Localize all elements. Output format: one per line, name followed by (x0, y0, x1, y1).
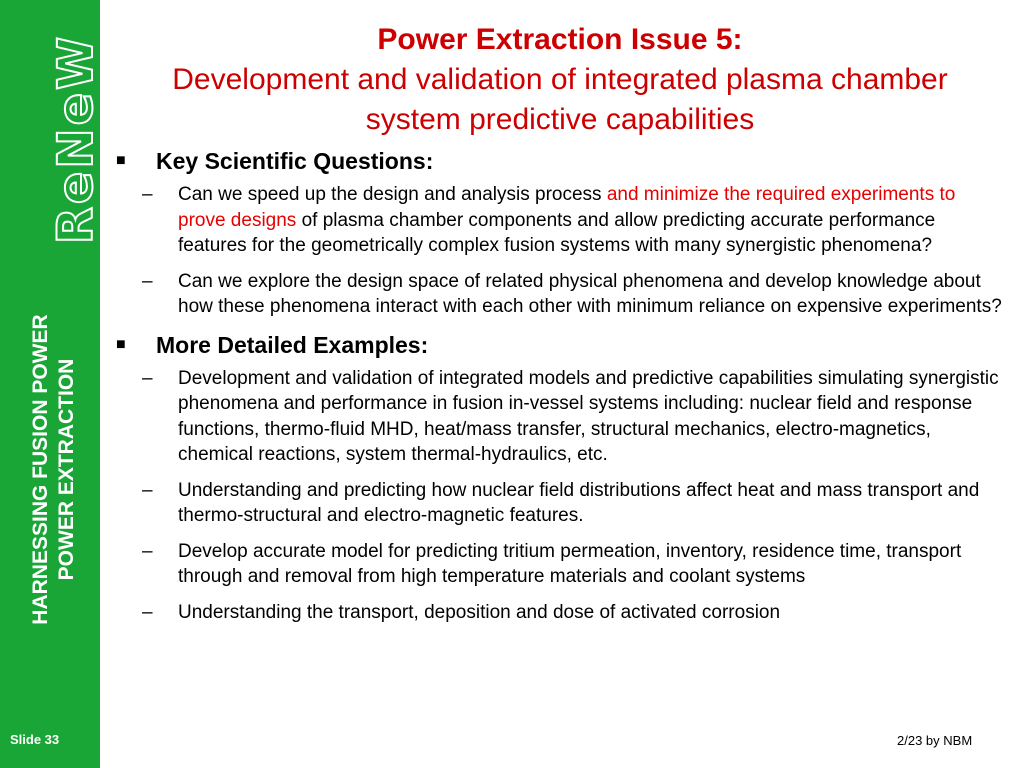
renew-logo (48, 14, 104, 264)
text-segment: of plasma chamber components and allow predicting accurate performance features for the geometrically complex fusion systems with many synergistic phenomena? (178, 209, 936, 256)
slide-title (160, 20, 960, 140)
sidebar-caption (28, 282, 80, 657)
dash-icon: – (142, 479, 153, 501)
bullet-key-questions (112, 146, 1002, 176)
sub-item-text: Can we explore the design space of related physical phenomena and develop knowledge about how these phenomena interact with each other with minimum reliance on expensive experiments? (178, 270, 1002, 317)
bullet-heading: More Detailed Examples: (156, 331, 429, 358)
dash-icon: – (142, 367, 153, 389)
title-line-1: Power Extraction Issue 5: (377, 23, 743, 56)
footer-credit: 2/23 by NBM (897, 733, 973, 748)
sub-item (112, 366, 1002, 468)
sub-item (112, 539, 1002, 590)
title-line-2: Development and validation of integrated plasma chamber system predictive capabilities (172, 63, 948, 136)
dash-icon: – (142, 601, 153, 623)
sidebar-line-1: HARNESSING FUSION POWER (29, 314, 52, 625)
bullet-detailed-examples (112, 330, 1002, 360)
dash-icon: – (142, 270, 153, 292)
sub-item (112, 478, 1002, 529)
sub-item-text: Understanding the transport, deposition and dose of activated corrosion (178, 601, 781, 623)
highlighted-text: and minimize the required experiments to prove designs (178, 184, 956, 231)
bullet-heading: Key Scientific Questions: (156, 148, 434, 174)
sub-item-text (178, 182, 1002, 259)
square-bullet-icon: ■ (116, 152, 126, 169)
sub-item (112, 269, 1002, 320)
dash-icon: – (142, 184, 153, 205)
dash-icon: – (142, 540, 153, 562)
sub-item (112, 182, 1002, 259)
text-segment: Can we speed up the design and analysis process (178, 184, 607, 205)
sidebar (0, 0, 104, 768)
sub-item-text: Develop accurate model for predicting tritium permeation, inventory, residence time, transport through and removal from high temperature materials and coolant systems (178, 540, 962, 587)
sub-item-text: Development and validation of integrated models and predictive capabilities simulating synergistic phenomena and performance in fusion in-vessel systems including: nuclear field and response functions, thermo-fluid MHD, heat/mass transfer, structural mechanics, electro-magnetics, chemical reactions, system thermal-hydraulics, etc. (178, 367, 999, 465)
logo-text: ReNeW (48, 33, 104, 245)
sub-item-text: Understanding and predicting how nuclear field distributions affect heat and mass transport and thermo-structural and electro-magnetic features. (178, 479, 980, 526)
sub-item (112, 600, 1002, 626)
sidebar-line-2: POWER EXTRACTION (55, 358, 78, 581)
slide-number: Slide 33 (10, 732, 60, 747)
slide-content (112, 146, 1002, 635)
square-bullet-icon: ■ (116, 335, 126, 353)
